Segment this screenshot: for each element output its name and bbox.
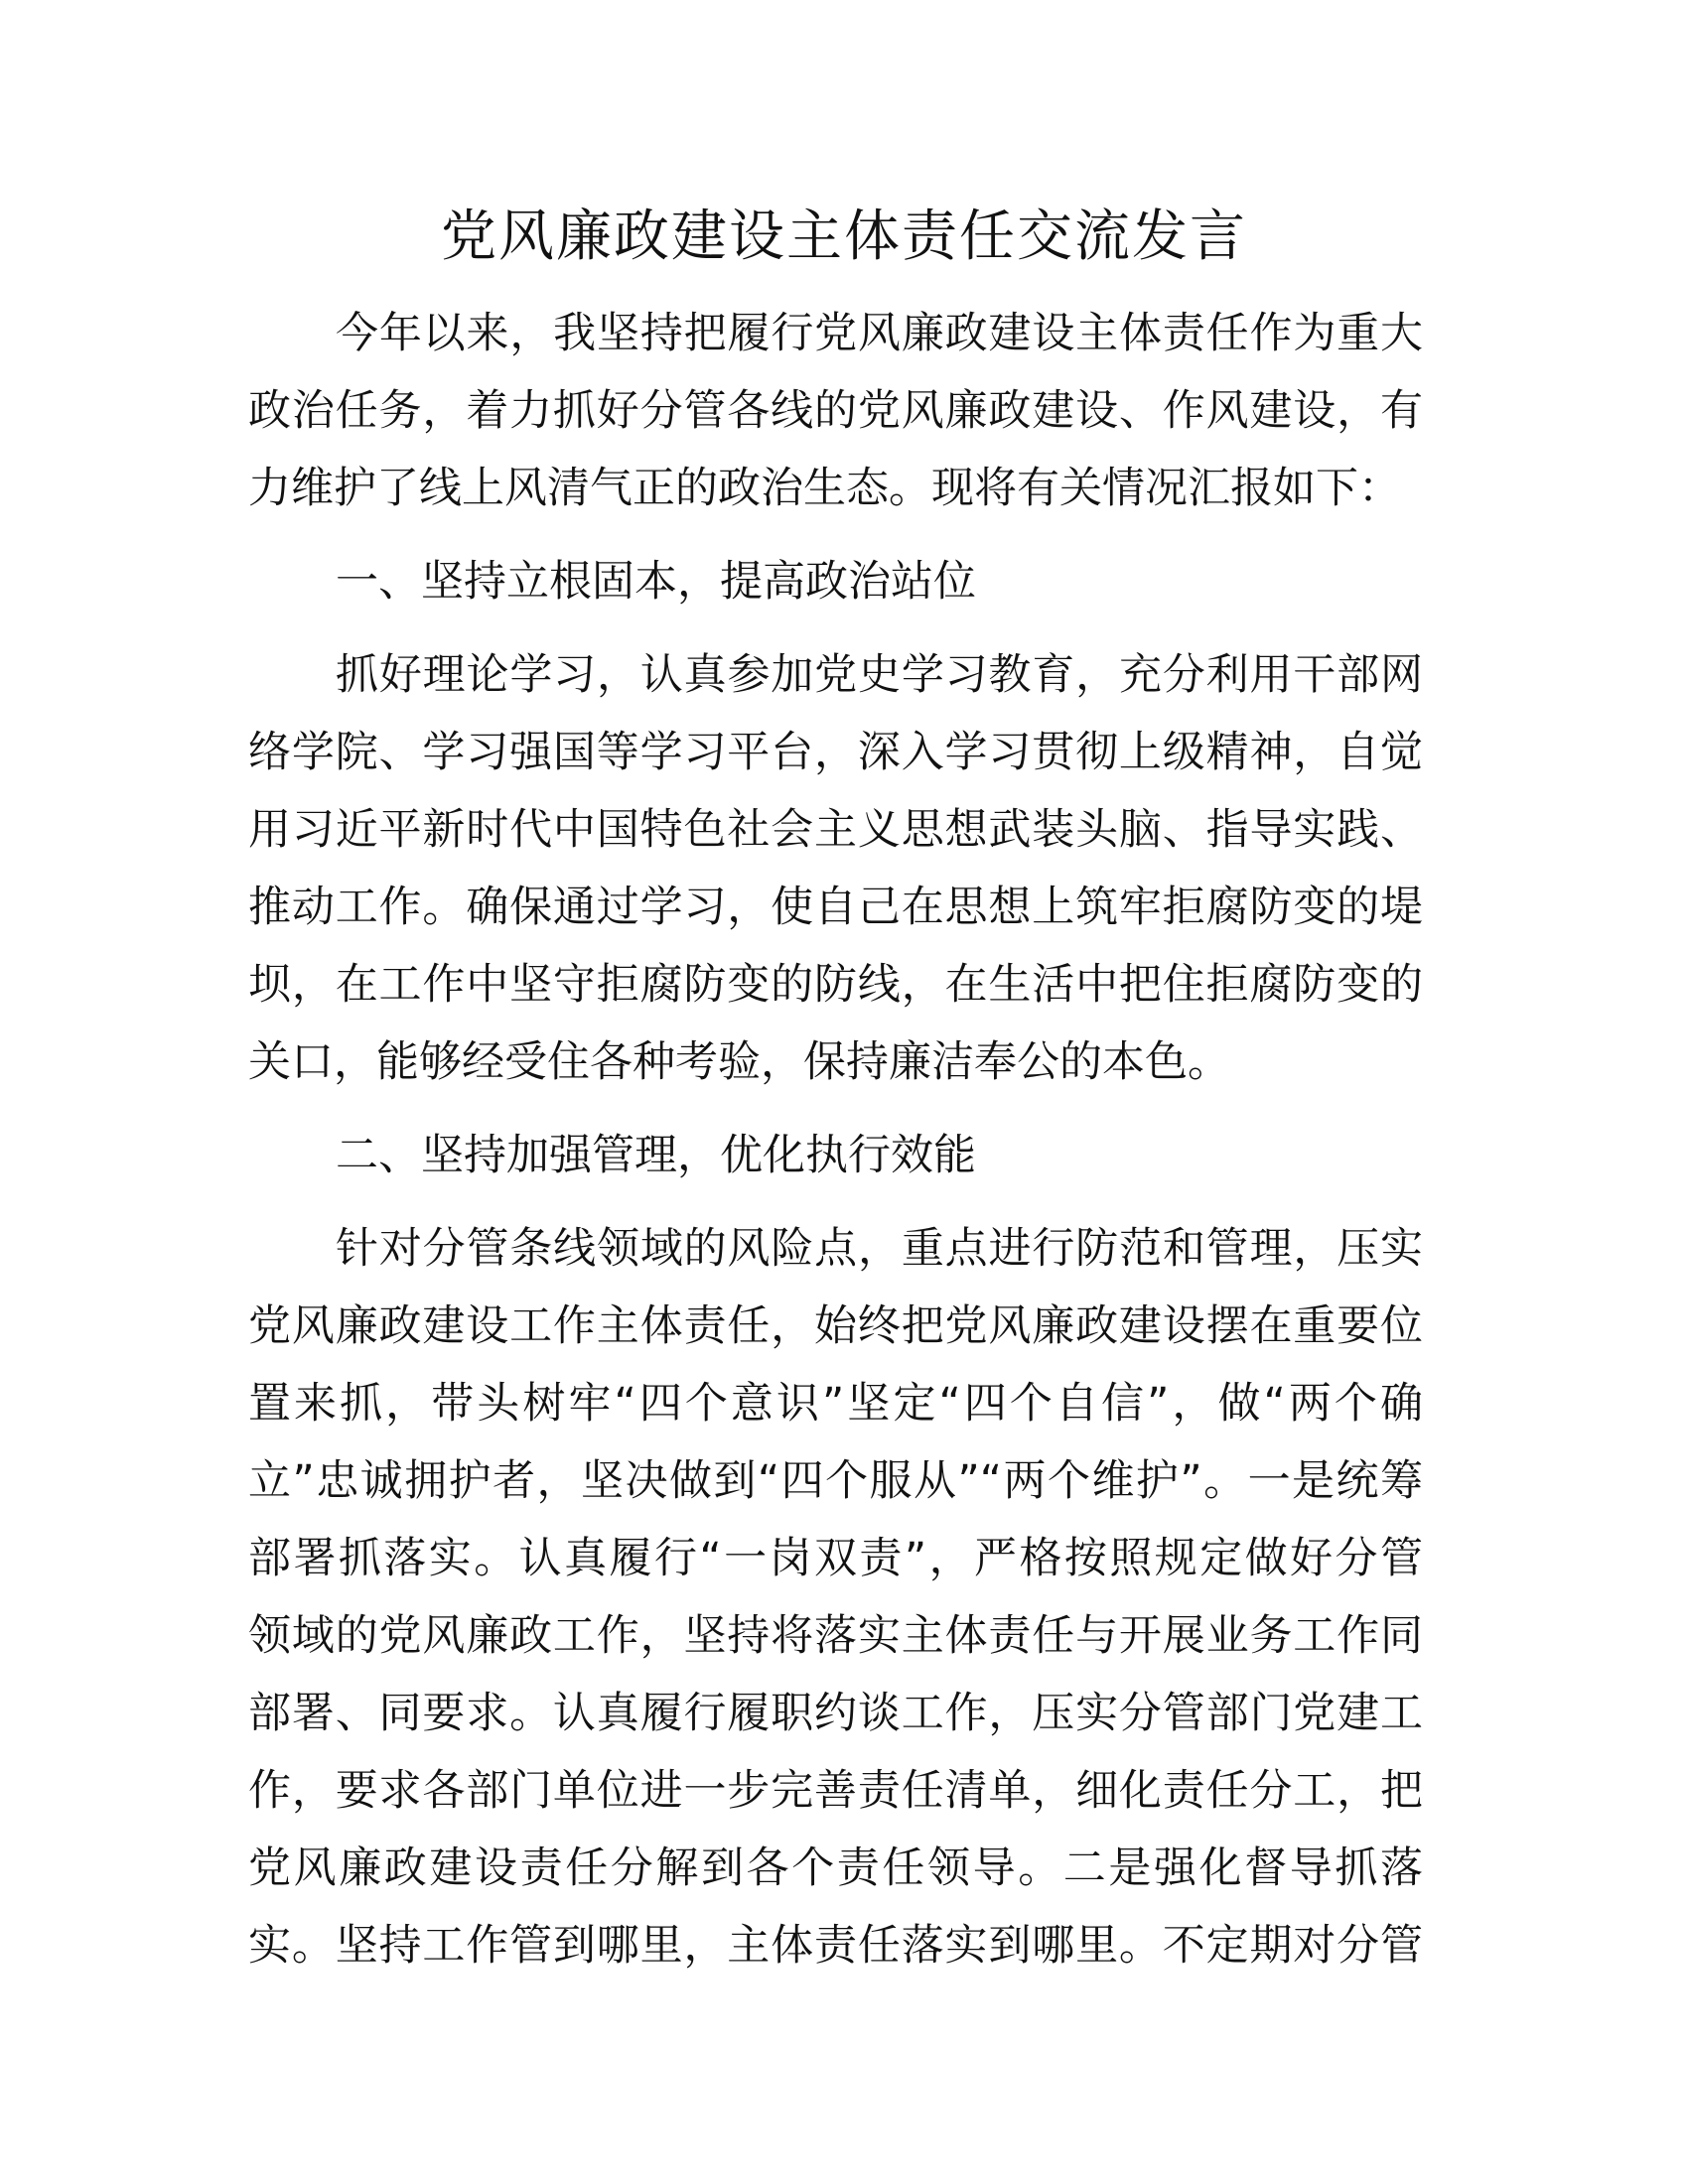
text-line: 党风廉政建设工作主体责任，始终把党风廉政建设摆在重要位 <box>248 1301 1423 1351</box>
document-body <box>248 295 1423 1984</box>
text-line: 针对分管条线领域的风险点，重点进行防范和管理，压实 <box>336 1224 1423 1274</box>
text-line: 部署、同要求。认真履行履职约谈工作，压实分管部门党建工 <box>248 1689 1423 1738</box>
text-line: 推动工作。确保通过学习，使自己在思想上筑牢拒腐防变的堤 <box>248 883 1423 932</box>
text-line: 党风廉政建设责任分解到各个责任领导。二是强化督导抓落 <box>248 1843 1423 1893</box>
text-line: 抓好理论学习，认真参加党史学习教育，充分利用干部网 <box>336 650 1423 700</box>
text-line: 立”忠诚拥护者，坚决做到“四个服从”“两个维护”。一是统筹 <box>248 1456 1423 1506</box>
paragraph <box>248 636 1423 1101</box>
paragraph <box>248 1210 1423 1984</box>
text-line: 今年以来，我坚持把履行党风廉政建设主体责任作为重大 <box>336 309 1423 358</box>
document-title: 党风廉政建设主体责任交流发言 <box>441 205 1247 269</box>
section-heading: 一、坚持立根固本，提高政治站位 <box>336 557 976 607</box>
paragraph <box>248 295 1423 527</box>
section-heading: 二、坚持加强管理，优化执行效能 <box>336 1131 976 1180</box>
text-line: 政治任务，着力抓好分管各线的党风廉政建设、作风建设，有 <box>248 386 1423 436</box>
text-line: 部署抓落实。认真履行“一岗双责”，严格按照规定做好分管 <box>248 1534 1423 1583</box>
text-line: 作，要求各部门单位进一步完善责任清单，细化责任分工，把 <box>248 1766 1423 1816</box>
text-line: 关口，能够经受住各种考验，保持廉洁奉公的本色。 <box>248 1037 1230 1087</box>
text-line: 领域的党风廉政工作，坚持将落实主体责任与开展业务工作同 <box>248 1611 1423 1661</box>
text-line: 置来抓，带头树牢“四个意识”坚定“四个自信”，做“两个确 <box>248 1379 1423 1429</box>
text-line: 力维护了线上风清气正的政治生态。现将有关情况汇报如下： <box>248 464 1401 513</box>
text-line: 坝，在工作中坚守拒腐防变的防线，在生活中把住拒腐防变的 <box>248 960 1423 1010</box>
text-line: 络学院、学习强国等学习平台，深入学习贯彻上级精神，自觉 <box>248 728 1423 777</box>
text-line: 实。坚持工作管到哪里，主体责任落实到哪里。不定期对分管 <box>248 1921 1423 1971</box>
text-line: 用习近平新时代中国特色社会主义思想武装头脑、指导实践、 <box>248 805 1423 855</box>
